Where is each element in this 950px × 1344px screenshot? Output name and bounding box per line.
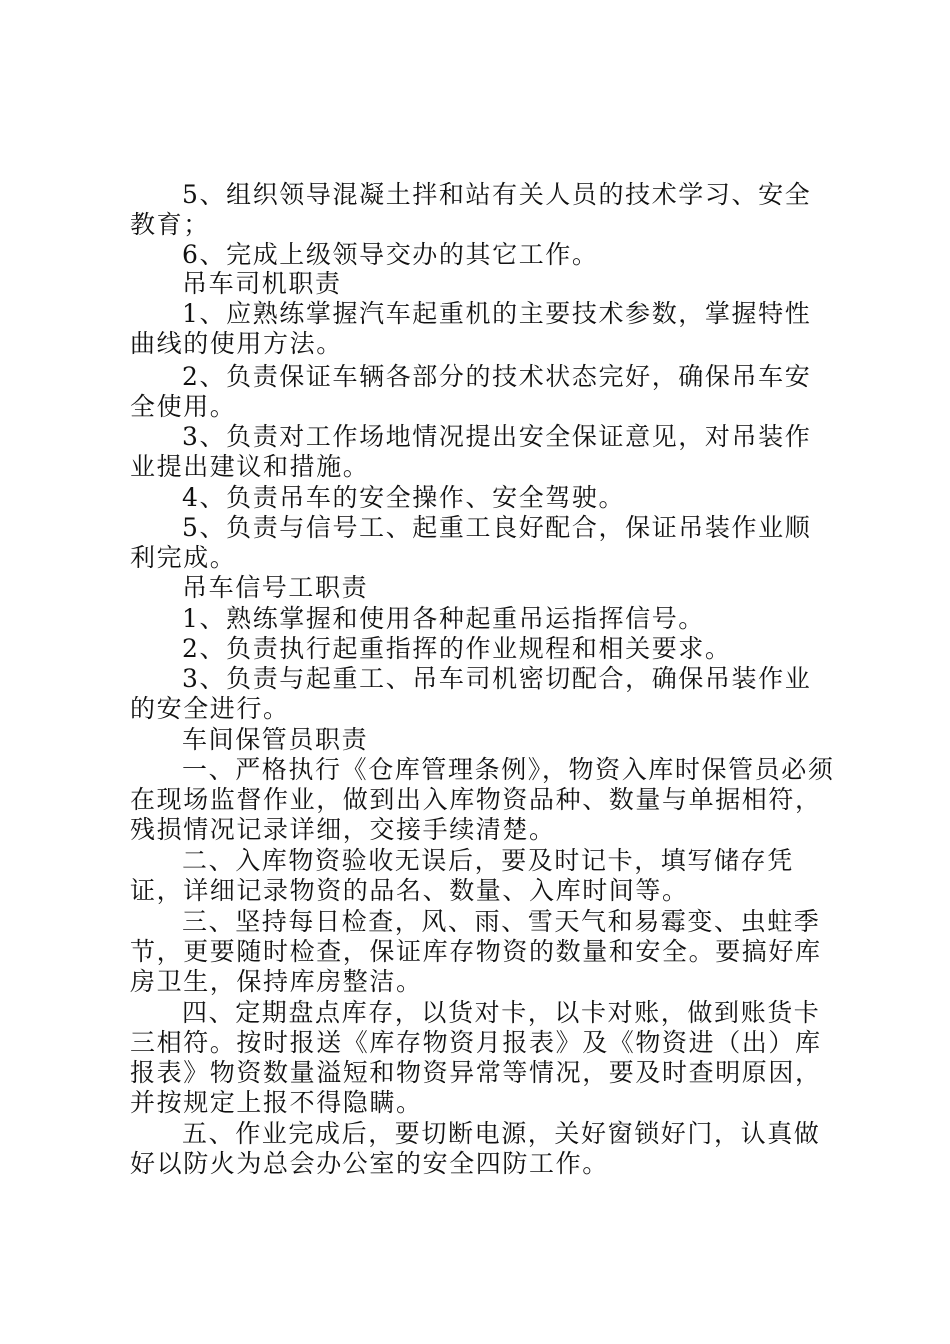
crane-driver-item-1: 1、应熟练掌握汽车起重机的主要技术参数，掌握特性曲线的使用方法。: [130, 299, 812, 358]
section-heading-signal-worker: 吊车信号工职责: [182, 573, 369, 602]
storekeeper-item-1: 一、严格执行《仓库管理条例》，物资入库时保管员必须在现场监督作业，做到出入库物资品种、数量与单据相符，残损情况记录详细，交接手续清楚。: [130, 755, 835, 844]
storekeeper-item-4: 四、定期盘点库存，以货对卡，以卡对账，做到账货卡三相符。按时报送《库存物资月报表》及《物资进（出）库报表》物资数量溢短和物资异常等情况，要及时查明原因，并按规定上报不得隐瞒。: [130, 998, 822, 1117]
storekeeper-item-2: 二、入库物资验收无误后，要及时记卡，填写储存凭证，详细记录物资的品名、数量、入库时间等。: [130, 846, 794, 905]
storekeeper-item-5: 五、作业完成后，要切断电源，关好窗锁好门，认真做好以防火为总会办公室的安全四防工作。: [130, 1119, 821, 1178]
crane-driver-item-4: 4、负责吊车的安全操作、安全驾驶。: [182, 483, 626, 512]
paragraph-5: 5、组织领导混凝土拌和站有关人员的技术学习、安全教育；: [130, 180, 812, 239]
storekeeper-item-3: 三、坚持每日检查，风、雨、雪天气和易霉变、虫蛀季节，更要随时检查，保证库存物资的数量和安全。要搞好库房卫生，保持库房整洁。: [130, 907, 822, 996]
crane-driver-item-5: 5、负责与信号工、起重工良好配合，保证吊装作业顺利完成。: [130, 513, 812, 572]
signal-worker-item-2: 2、负责执行起重指挥的作业规程和相关要求。: [182, 634, 732, 663]
crane-driver-item-2: 2、负责保证车辆各部分的技术状态完好，确保吊车安全使用。: [130, 362, 812, 421]
signal-worker-item-1: 1、熟练掌握和使用各种起重吊运指挥信号。: [182, 604, 705, 633]
section-heading-storekeeper: 车间保管员职责: [182, 725, 369, 754]
section-heading-crane-driver: 吊车司机职责: [182, 269, 342, 298]
paragraph-6: 6、完成上级领导交办的其它工作。: [182, 240, 599, 269]
crane-driver-item-3: 3、负责对工作场地情况提出安全保证意见，对吊装作业提出建议和措施。: [130, 422, 812, 481]
signal-worker-item-3: 3、负责与起重工、吊车司机密切配合，确保吊装作业的安全进行。: [130, 664, 812, 723]
